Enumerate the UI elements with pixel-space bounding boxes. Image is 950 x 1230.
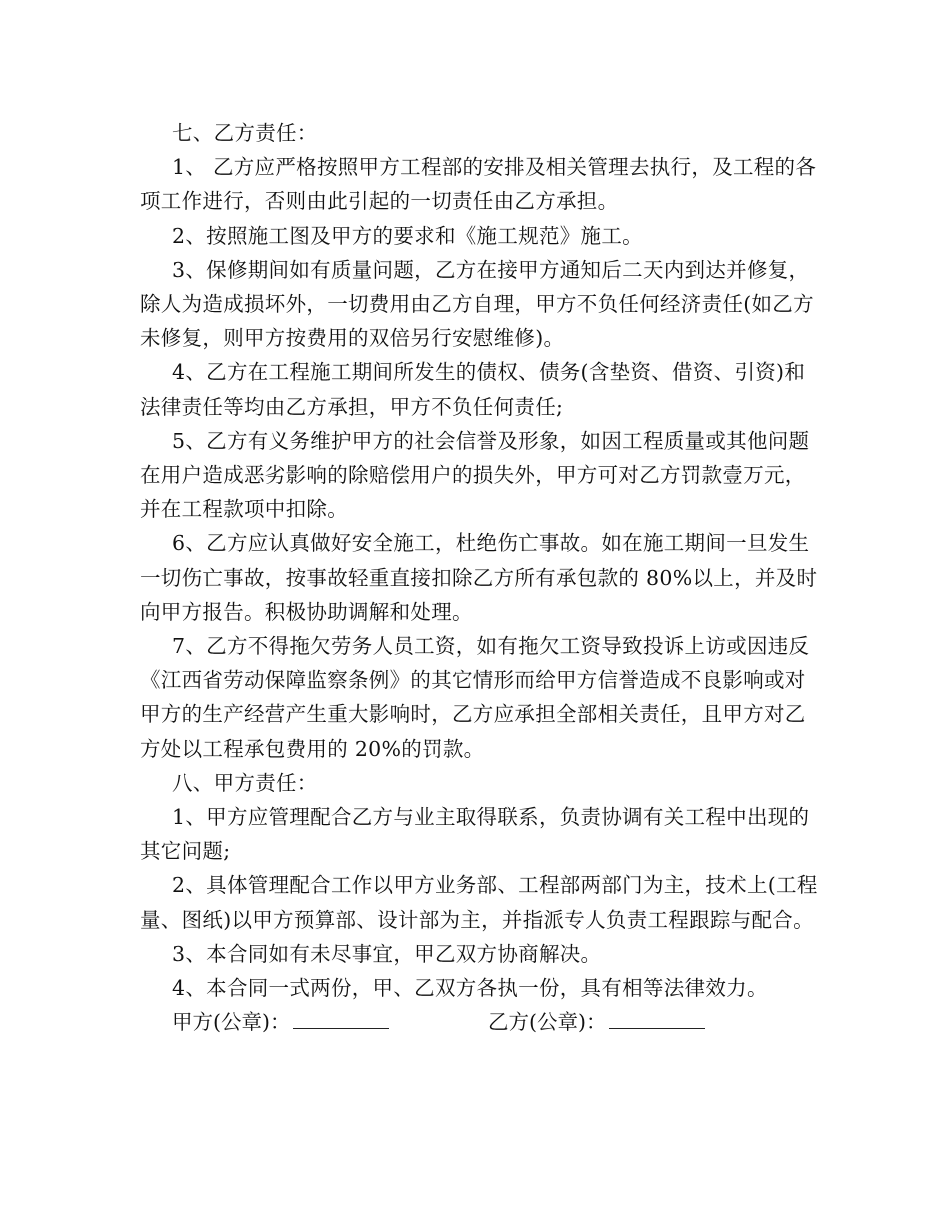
section-7-clause-7: 7、乙方不得拖欠劳务人员工资，如有拖欠工资导致投诉上访或因违反《江西省劳动保障监察条例》的其它情形而给甲方信誉造成不良影响或对甲方的生产经营产生重大影响时，乙方应承担全部相关责任，且甲方对乙方处以工程承包费用的 20%的罚款。 xyxy=(140,634,810,761)
section-7-clause-5: 5、乙方有义务维护甲方的社会信誉及形象，如因工程质量或其他问题在用户造成恶劣影响的除赔偿用户的损失外，甲方可对乙方罚款壹万元，并在工程款项中扣除。 xyxy=(140,428,810,522)
signature-row xyxy=(140,1005,820,1039)
section-8-heading: 八、甲方责任： xyxy=(172,770,318,795)
party-a-label: 甲方(公章)： xyxy=(172,1010,291,1035)
section-7-clause-1: 1、 乙方应严格按照甲方工程部的安排及相关管理去执行，及工程的各项工作进行，否则由此引起的一切责任由乙方承担。 xyxy=(140,155,817,214)
party-b-signature xyxy=(488,1005,705,1039)
document-body xyxy=(140,116,820,1039)
section-8-clause-2: 2、具体管理配合工作以甲方业务部、工程部两部门为主，技术上(工程量、图纸)以甲方预算部、设计部为主，并指派专人负责工程跟踪与配合。 xyxy=(140,873,818,932)
section-8-clause-3: 3、本合同如有未尽事宜，甲乙双方协商解决。 xyxy=(172,941,602,966)
party-a-signature xyxy=(172,1005,389,1039)
section-7-clause-4: 4、乙方在工程施工期间所发生的债权、债务(含垫资、借资、引资)和法律责任等均由乙方承担，甲方不负任何责任; xyxy=(140,360,806,419)
party-a-signature-line xyxy=(293,1006,389,1029)
party-b-label: 乙方(公章)： xyxy=(488,1010,607,1035)
party-b-signature-line xyxy=(609,1006,705,1029)
section-7-heading: 七、乙方责任： xyxy=(172,121,318,145)
section-8-clause-1: 1、甲方应管理配合乙方与业主取得联系，负责协调有关工程中出现的其它问题; xyxy=(140,805,810,864)
section-7-clause-3: 3、保修期间如有质量问题，乙方在接甲方通知后二天内到达并修复，除人为造成损坏外，一切费用由乙方自理，甲方不负任何经济责任(如乙方未修复，则甲方按费用的双倍另行安慰维修)。 xyxy=(140,257,814,351)
section-7-clause-2: 2、按照施工图及甲方的要求和《施工规范》施工。 xyxy=(172,223,643,248)
section-8-clause-4: 4、本合同一式两份，甲、乙双方各执一份，具有相等法律效力。 xyxy=(172,976,768,1001)
section-7-clause-6: 6、乙方应认真做好安全施工，杜绝伤亡事故。如在施工期间一旦发生一切伤亡事故，按事故轻重直接扣除乙方所有承包款的 80%以上，并及时向甲方报告。积极协助调解和处理。 xyxy=(140,531,818,624)
